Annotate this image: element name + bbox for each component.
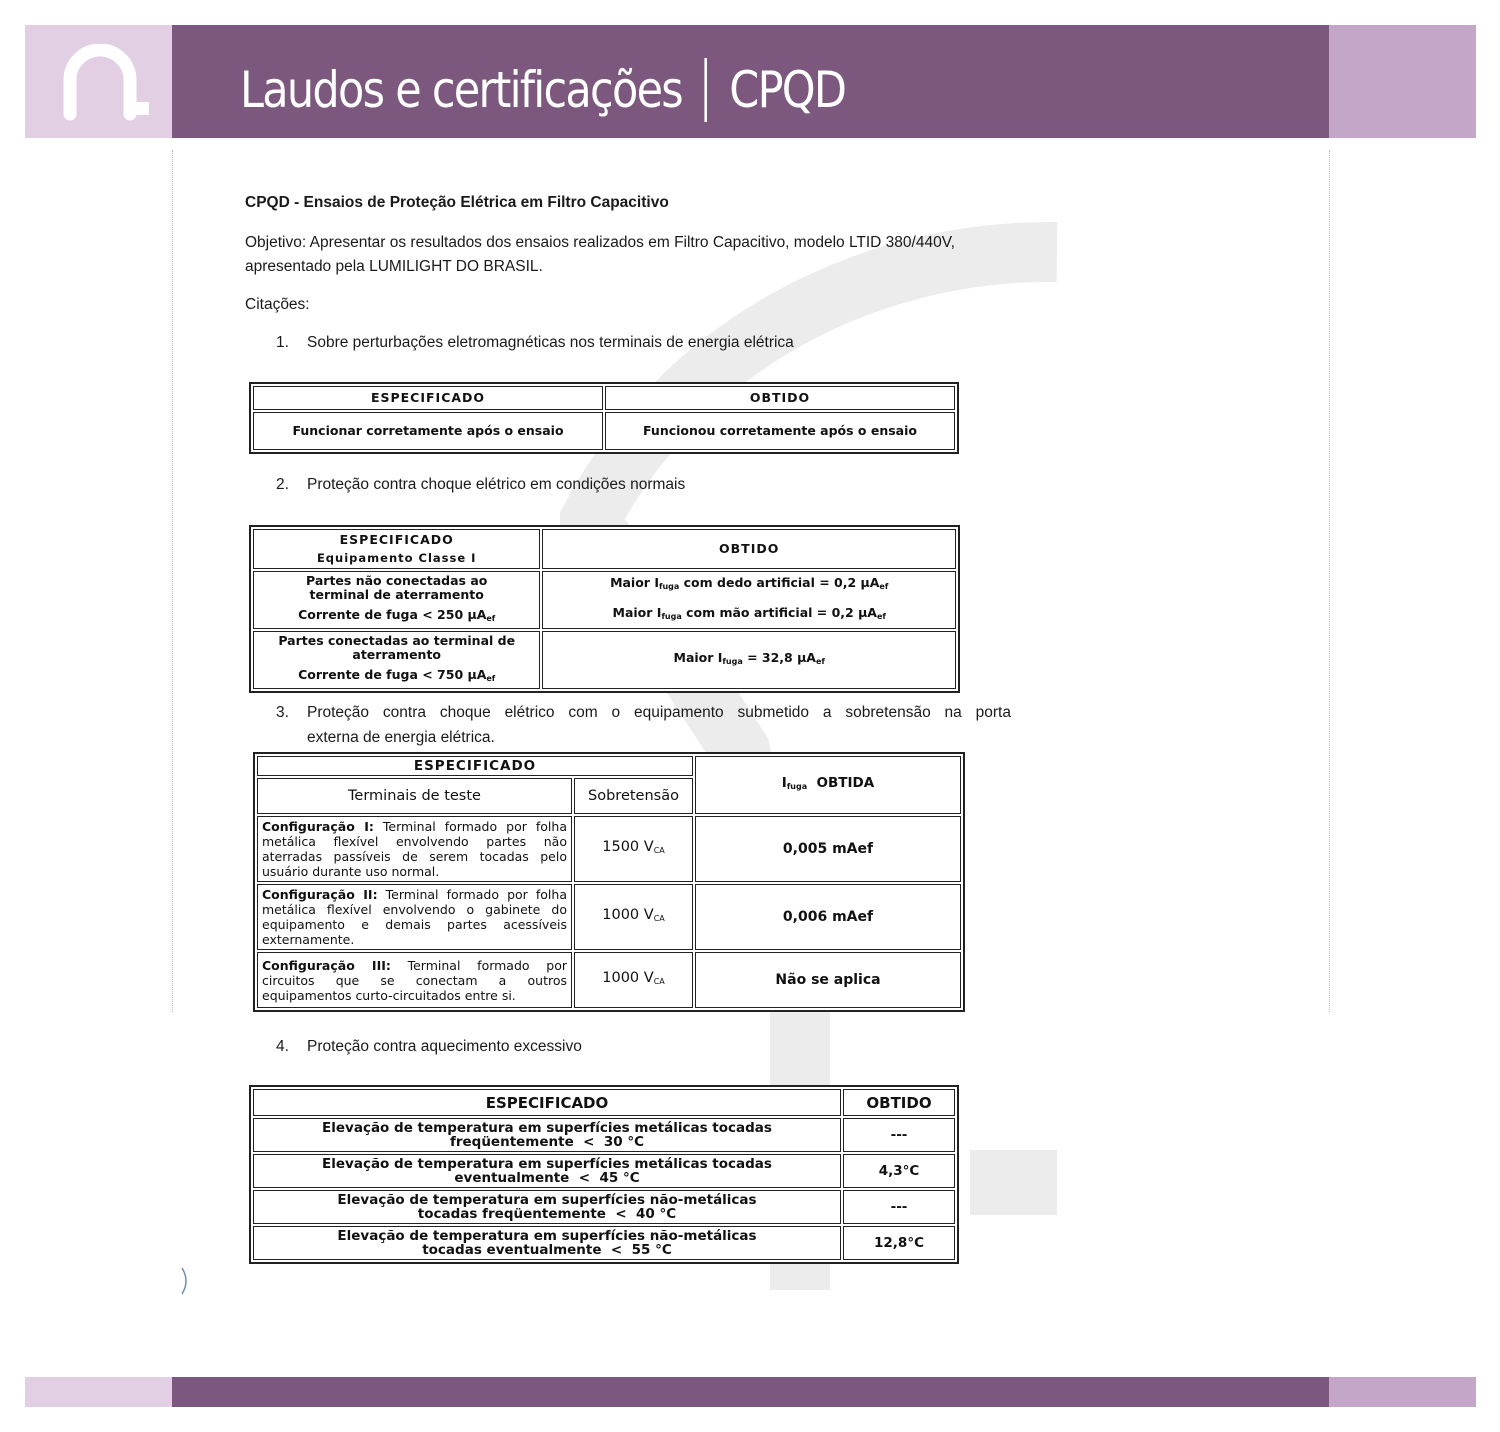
footer-band [172,1377,1329,1407]
table-shock-head-obt: OBTIDO [542,529,956,569]
citations-label: Citações: [245,296,310,313]
table-ov-head-terminals: Terminais de teste [257,778,572,814]
table-heat-row1-spec: Elevação de temperatura em superfícies metálicas tocadas freqüentemente < 30 °C [253,1118,841,1152]
table-shock-row2-obt: Maior $I_{fuga} = 32,8$ $\mu A_{ef}$ [542,631,956,689]
table-emc-head-spec: ESPECIFICADO [253,386,603,410]
table-ov-row2-config: Configuração II: Terminal formado por folha metálica flexível envolvendo o gabinete do equipamento e demais partes acessíveis externamente. [257,884,572,950]
table-shock-head-spec-sub: Equipamento Classe I [316,551,477,565]
footer-right-tint [1329,1377,1476,1407]
table-heat-head-spec: ESPECIFICADO [253,1089,841,1116]
table-ov-row1-voltage: 1500 $V_{CA}$ [574,816,693,882]
section-4-title: Proteção contra aquecimento excessivo [307,1038,582,1055]
objective-line-1: Objetivo: Apresentar os resultados dos ensaios realizados em Filtro Capacitivo, modelo LTID 380/440V, [245,234,955,251]
table-row [253,1190,955,1224]
section-2-title: Proteção contra choque elétrico em condições normais [307,476,686,493]
table-ov-row3-config: Configuração III: Terminal formado por circuitos que se conectam a outros equipamentos curto-circuitados entre si. [257,952,572,1008]
row1-spec-line-b: terminal de aterramento [309,587,484,602]
row2-spec-line-b: aterramento [352,647,442,662]
objective-line-2: apresentado pela LUMILIGHT DO BRASIL. [245,258,543,275]
page-header-title [240,50,845,130]
row1-spec-line-c: Corrente de fuga < 250 $\mu A_{ef}$ [298,607,496,623]
table-shock-row1-spec [253,571,540,629]
header-separator [704,58,707,122]
table-heat-row3-spec: Elevação de temperatura em superfícies não-metálicas tocadas freqüentemente < 40 °C [253,1190,841,1224]
table-emc-spec: Funcionar corretamente após o ensaio [253,412,603,450]
table-ov-row1-config: Configuração I: Terminal formado por folha metálica flexível envolvendo partes não aterradas passíveis de serem tocadas pelo usuário durante uso normal. [257,816,572,882]
header-brand-text: CPQD [729,61,846,119]
table-shock-normal [249,525,960,693]
table-row [257,816,961,882]
objective-text [245,231,955,279]
section-3-title-line-1: Proteção contra choque elétrico com o equipamento submetido a sobretensão na porta [307,704,1011,721]
table-heat-row3-obt: --- [843,1190,955,1224]
table-ov-row2-voltage: 1000 $V_{CA}$ [574,884,693,950]
right-margin-guide [1329,150,1330,1012]
section-3-number: 3. [276,704,289,721]
table-ov-row1-result: 0,005 mAef [695,816,961,882]
table-heat-row1-obt: --- [843,1118,955,1152]
table-row [257,884,961,950]
table-row [253,1226,955,1260]
bracket-mark-icon [180,1266,190,1296]
table-shock-head-spec [253,529,540,569]
table-heat-row4-spec: Elevação de temperatura em superfícies não-metálicas tocadas eventualmente < 55 °C [253,1226,841,1260]
header-title-text: Laudos e certificações [240,61,682,119]
section-4-heading [276,1034,582,1059]
table-ov-head-spec: ESPECIFICADO [257,756,693,776]
section-2-number: 2. [276,476,289,493]
row2-spec-line-c: Corrente de fuga < 750 $\mu A_{ef}$ [298,667,496,683]
row2-spec-line-a: Partes conectadas ao terminal de [278,633,516,648]
n-dot-logo-icon [60,44,160,124]
section-2-heading [276,472,685,497]
left-margin-guide [172,150,173,1012]
table-row [253,1154,955,1188]
table-emc-obt: Funcionou corretamente após o ensaio [605,412,955,450]
table-heating [249,1085,959,1264]
footer-left-tint [25,1377,172,1407]
section-3-title-line-2: externa de energia elétrica. [307,729,495,746]
row1-obt-line-b: Maior $I_{fuga}$ com mão artificial = 0,2 $\mu A_{ef}$ [612,605,886,621]
table-heat-row2-obt: 4,3°C [843,1154,955,1188]
table-ov-row2-result: 0,006 mAef [695,884,961,950]
table-emc-head-obt: OBTIDO [605,386,955,410]
table-ov-head-obt: $I_{fuga}$ OBTIDA [695,756,961,814]
table-emc [249,382,959,454]
table-heat-head-obt: OBTIDO [843,1089,955,1116]
table-overvoltage [253,752,965,1012]
table-heat-row4-obt: 12,8°C [843,1226,955,1260]
table-row [253,1118,955,1152]
table-ov-row3-voltage: 1000 $V_{CA}$ [574,952,693,1008]
section-4-number: 4. [276,1038,289,1055]
header-right-tint [1329,25,1476,138]
row1-spec-line-a: Partes não conectadas ao [306,573,488,588]
table-heat-row2-spec: Elevação de temperatura em superfícies metálicas tocadas eventualmente < 45 °C [253,1154,841,1188]
section-1-title: Sobre perturbações eletromagnéticas nos terminais de energia elétrica [307,334,794,351]
table-shock-row2-spec [253,631,540,689]
table-shock-head-spec-title: ESPECIFICADO [339,532,454,547]
table-ov-head-overvoltage: Sobretensão [574,778,693,814]
table-row [257,952,961,1008]
section-3-heading [276,700,1011,750]
section-1-number: 1. [276,334,289,351]
document-title: CPQD - Ensaios de Proteção Elétrica em Filtro Capacitivo [245,194,669,211]
section-1-heading [276,330,794,355]
table-shock-row1-obt [542,571,956,629]
table-ov-row3-result: Não se aplica [695,952,961,1008]
row1-obt-line-a: Maior $I_{fuga}$ com dedo artificial = 0,2 $\mu A_{ef}$ [610,575,889,591]
